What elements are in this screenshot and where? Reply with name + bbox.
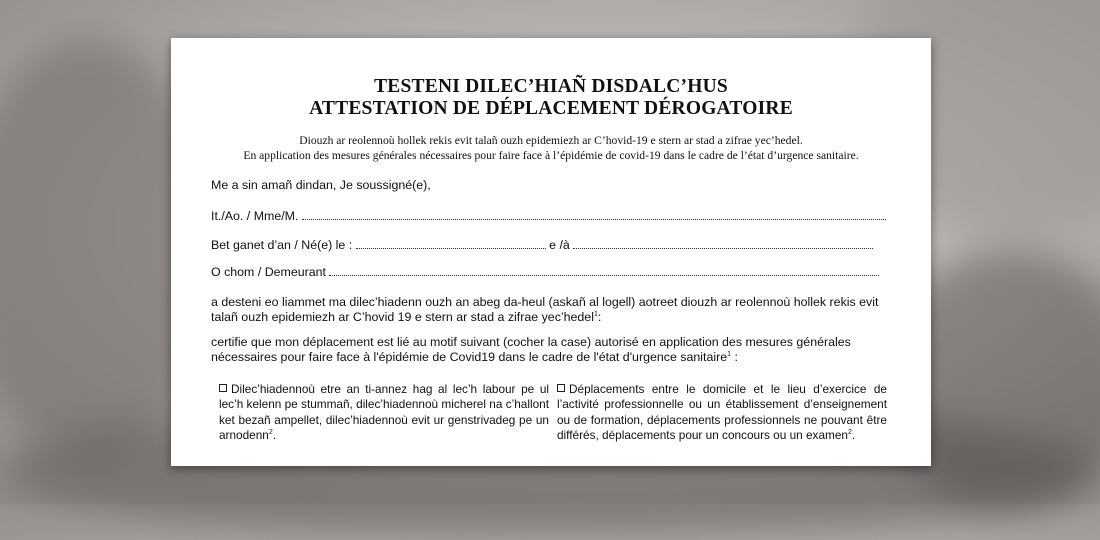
option-work-breton: Dilec’hiadennoù etre an ti-annez hag al lec’h labour pe ul lec’h kelenn pe stummañ, dilec’hiadennoù micherel na c’hallont ket bezañ ampellet, dilec’hiadennoù evit ur genstrivadeg pe un arnodenn$^2$. (219, 382, 549, 443)
subtitle-breton: Diouzh ar reolennoù hollek rekis evit talañ ouzh epidemiezh ar C’hovid-19 e stern ar stad a zifrae yec’hedel. (299, 134, 803, 147)
name-row (211, 208, 886, 223)
address-row (211, 264, 879, 279)
title-breton: TESTENI DILEC’HIAÑ DISDALC’HUS (374, 76, 728, 97)
footnote-marker: 1 (727, 350, 732, 358)
option-text-french: Déplacements entre le domicile et le lieu d’exercice de l’activité professionnelle ou un établissement d’enseignement ou de formation, déplacements professionnels ne pouvant être différés, déplacements pour un concours ou un examen (557, 382, 887, 443)
footnote-marker: 2 (847, 429, 852, 437)
address-label: O chom / Demeurant (211, 265, 327, 279)
footnote-marker: 1 (593, 310, 598, 318)
certify-breton-paragraph: a desteni eo liammet ma dilec’hiadenn ouzh an abeg da-heul (askañ al logell) aotreet diouzh ar reolennoù hollek rekis evit talañ ouzh epidemiezh ar C’hovid 19 e stern ar stad a zifrae yec’hedel$^1$: (211, 295, 879, 324)
birth-row (211, 237, 873, 252)
intro-line: Me a sin amañ dindan, Je soussigné(e), (211, 178, 431, 192)
name-field[interactable] (302, 208, 886, 220)
birth-date-label: Bet ganet d’an / Né(e) le : (211, 238, 353, 252)
title-french: ATTESTATION DE DÉPLACEMENT DÉROGATOIRE (309, 98, 793, 119)
attestation-document (171, 38, 931, 466)
footnote-marker: 2 (268, 429, 273, 437)
option-work-french: Déplacements entre le domicile et le lieu d’exercice de l’activité professionnelle ou un établissement d’enseignement ou de formation, déplacements professionnels ne pouvant être différés, déplacements pour un concours ou un examen$^2$. (557, 382, 887, 443)
birth-place-field[interactable] (573, 237, 873, 249)
address-field[interactable] (329, 264, 879, 276)
name-label: It./Ao. / Mme/M. (211, 209, 299, 223)
checkbox-work-breton[interactable] (219, 384, 227, 392)
certify-french-paragraph: certifie que mon déplacement est lié au motif suivant (cocher la case) autorisé en application des mesures générales nécessaires pour faire face à l'épidémie de Covid19 dans le cadre de l'état d'urgence sanitaire$^1$ : (211, 335, 851, 364)
option-text-breton: Dilec’hiadennoù etre an ti-annez hag al lec’h labour pe ul lec’h kelenn pe stummañ, dilec’hiadennoù micherel na c’hallont ket bezañ ampellet, dilec’hiadennoù evit ur genstrivadeg pe un arnodenn (219, 382, 549, 443)
checkbox-work-french[interactable] (557, 384, 565, 392)
birth-place-label: e /à (549, 238, 570, 252)
birth-date-field[interactable] (356, 237, 546, 249)
subtitle-french: En application des mesures générales nécessaires pour faire face à l’épidémie de covid-19 dans le cadre de l’état d’urgence sanitaire. (243, 149, 859, 162)
